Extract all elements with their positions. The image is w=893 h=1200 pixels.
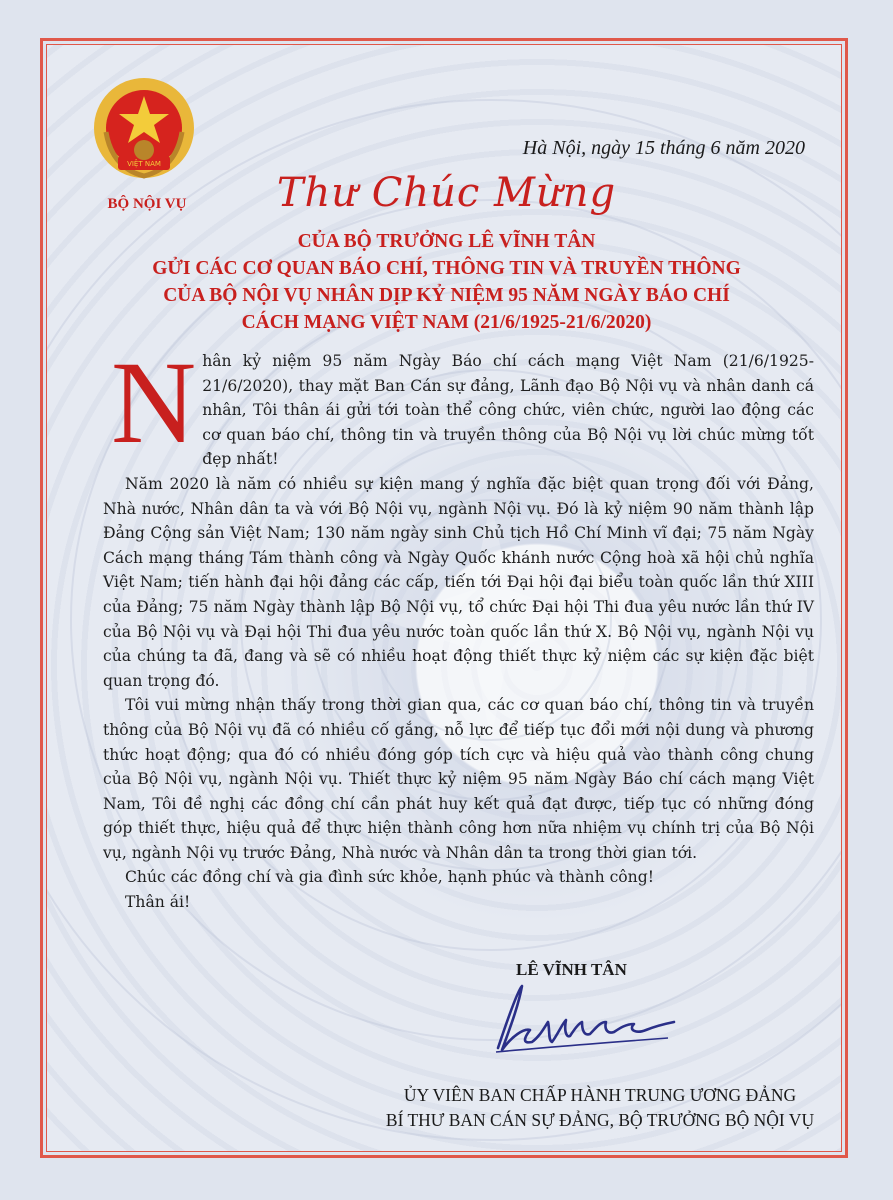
paragraph-2 bbox=[103, 472, 814, 693]
paragraph-1 bbox=[103, 337, 814, 472]
dateline: Hà Nội, ngày 15 tháng 6 năm 2020 bbox=[522, 137, 805, 159]
paragraph-1-text: hân kỷ niệm 95 năm Ngày Báo chí cách mạng Việt Nam (21/6/1925-21/6/2020), thay mặt Ban Cán sự đảng, Lãnh đạo Bộ Nội vụ và nhân danh cá nhân, Tôi thân ái gửi tới toàn thể công chức, viên chức, người lao động các cơ quan báo chí, thông tin và truyền thông của Bộ Nội vụ lời chúc mừng tốt đẹp nhất! bbox=[202, 352, 814, 469]
heading-line: CÁCH MẠNG VIỆT NAM (21/6/1925-21/6/2020) bbox=[241, 312, 652, 333]
drop-cap: N bbox=[111, 337, 197, 468]
letter-title: Thư Chúc Mừng bbox=[276, 170, 617, 216]
signer-title-line: ỦY VIÊN BAN CHẤP HÀNH TRUNG ƯƠNG ĐẢNG bbox=[403, 1085, 797, 1105]
signer-title bbox=[300, 1083, 893, 1133]
emblem-ribbon-text: VIỆT NAM bbox=[127, 160, 161, 168]
heading-line: CỦA BỘ NỘI VỤ NHÂN DỊP KỶ NIỆM 95 NĂM NGÀY BÁO CHÍ bbox=[163, 285, 730, 306]
paragraph-5-text: Thân ái! bbox=[125, 893, 191, 912]
paragraph-2-text: Năm 2020 là năm có nhiều sự kiện mang ý nghĩa đặc biệt quan trọng đối với Đảng, Nhà nước, Nhân dân ta và với Bộ Nội vụ, ngành Nội vụ. Đó là kỷ niệm 90 năm thành lập Đảng Cộng sản Việt Nam; 130 năm ngày sinh Chủ tịch Hồ Chí Minh vĩ đại; 75 năm Ngày Cách mạng tháng Tám thành công và Ngày Quốc khánh nước Cộng hoà xã hội chủ nghĩa Việt Nam; tiến hành đại hội đảng các cấp, tiến tới Đại hội đại biểu toàn quốc lần thứ XIII của Đảng; 75 năm Ngày thành lập Bộ Nội vụ, tổ chức Đại hội Thi đua yêu nước lần thứ IV của Bộ Nội vụ và Đại hội Thi đua yêu nước toàn quốc lần thứ X. Bộ Nội vụ, ngành Nội vụ của chúng ta đã, đang và sẽ có nhiều hoạt động thiết thực kỷ niệm các sự kiện đặc biệt quan trọng đó. bbox=[103, 474, 814, 690]
signer-name: LÊ VĨNH TÂN bbox=[516, 960, 627, 979]
ministry-name: BỘ NỘI VỤ bbox=[107, 196, 187, 212]
signature-icon bbox=[478, 978, 688, 1058]
paragraph-3-text: Tôi vui mừng nhận thấy trong thời gian qua, các cơ quan báo chí, thông tin và truyền thông của Bộ Nội vụ đã có nhiều cố gắng, nỗ lực để tiếp tục đổi mới nội dung và phương thức hoạt động; qua đó có nhiều đóng góp tích cực và hiệu quả vào thành công chung của Bộ Nội vụ, ngành Nội vụ. Thiết thực kỷ niệm 95 năm Ngày Báo chí cách mạng Việt Nam, Tôi đề nghị các đồng chí cần phát huy kết quả đạt được, tiếp tục có những đóng góp thiết thực, hiệu quả để thực hiện thành công hơn nữa nhiệm vụ chính trị của Bộ Nội vụ, ngành Nội vụ trước Đảng, Nhà nước và Nhân dân ta trong thời gian tới. bbox=[103, 696, 814, 862]
paragraph-4 bbox=[103, 865, 814, 890]
paragraph-5 bbox=[103, 890, 814, 915]
signer-title-line: BÍ THƯ BAN CÁN SỰ ĐẢNG, BỘ TRƯỞNG BỘ NỘI VỤ bbox=[385, 1110, 815, 1130]
letter-body bbox=[103, 337, 814, 915]
paragraph-3 bbox=[103, 693, 814, 865]
letter-heading bbox=[150, 228, 743, 336]
heading-line: GỬI CÁC CƠ QUAN BÁO CHÍ, THÔNG TIN VÀ TRUYỀN THÔNG bbox=[152, 258, 741, 279]
heading-line: CỦA BỘ TRƯỞNG LÊ VĨNH TÂN bbox=[297, 231, 596, 252]
paragraph-4-text: Chúc các đồng chí và gia đình sức khỏe, hạnh phúc và thành công! bbox=[125, 868, 654, 887]
